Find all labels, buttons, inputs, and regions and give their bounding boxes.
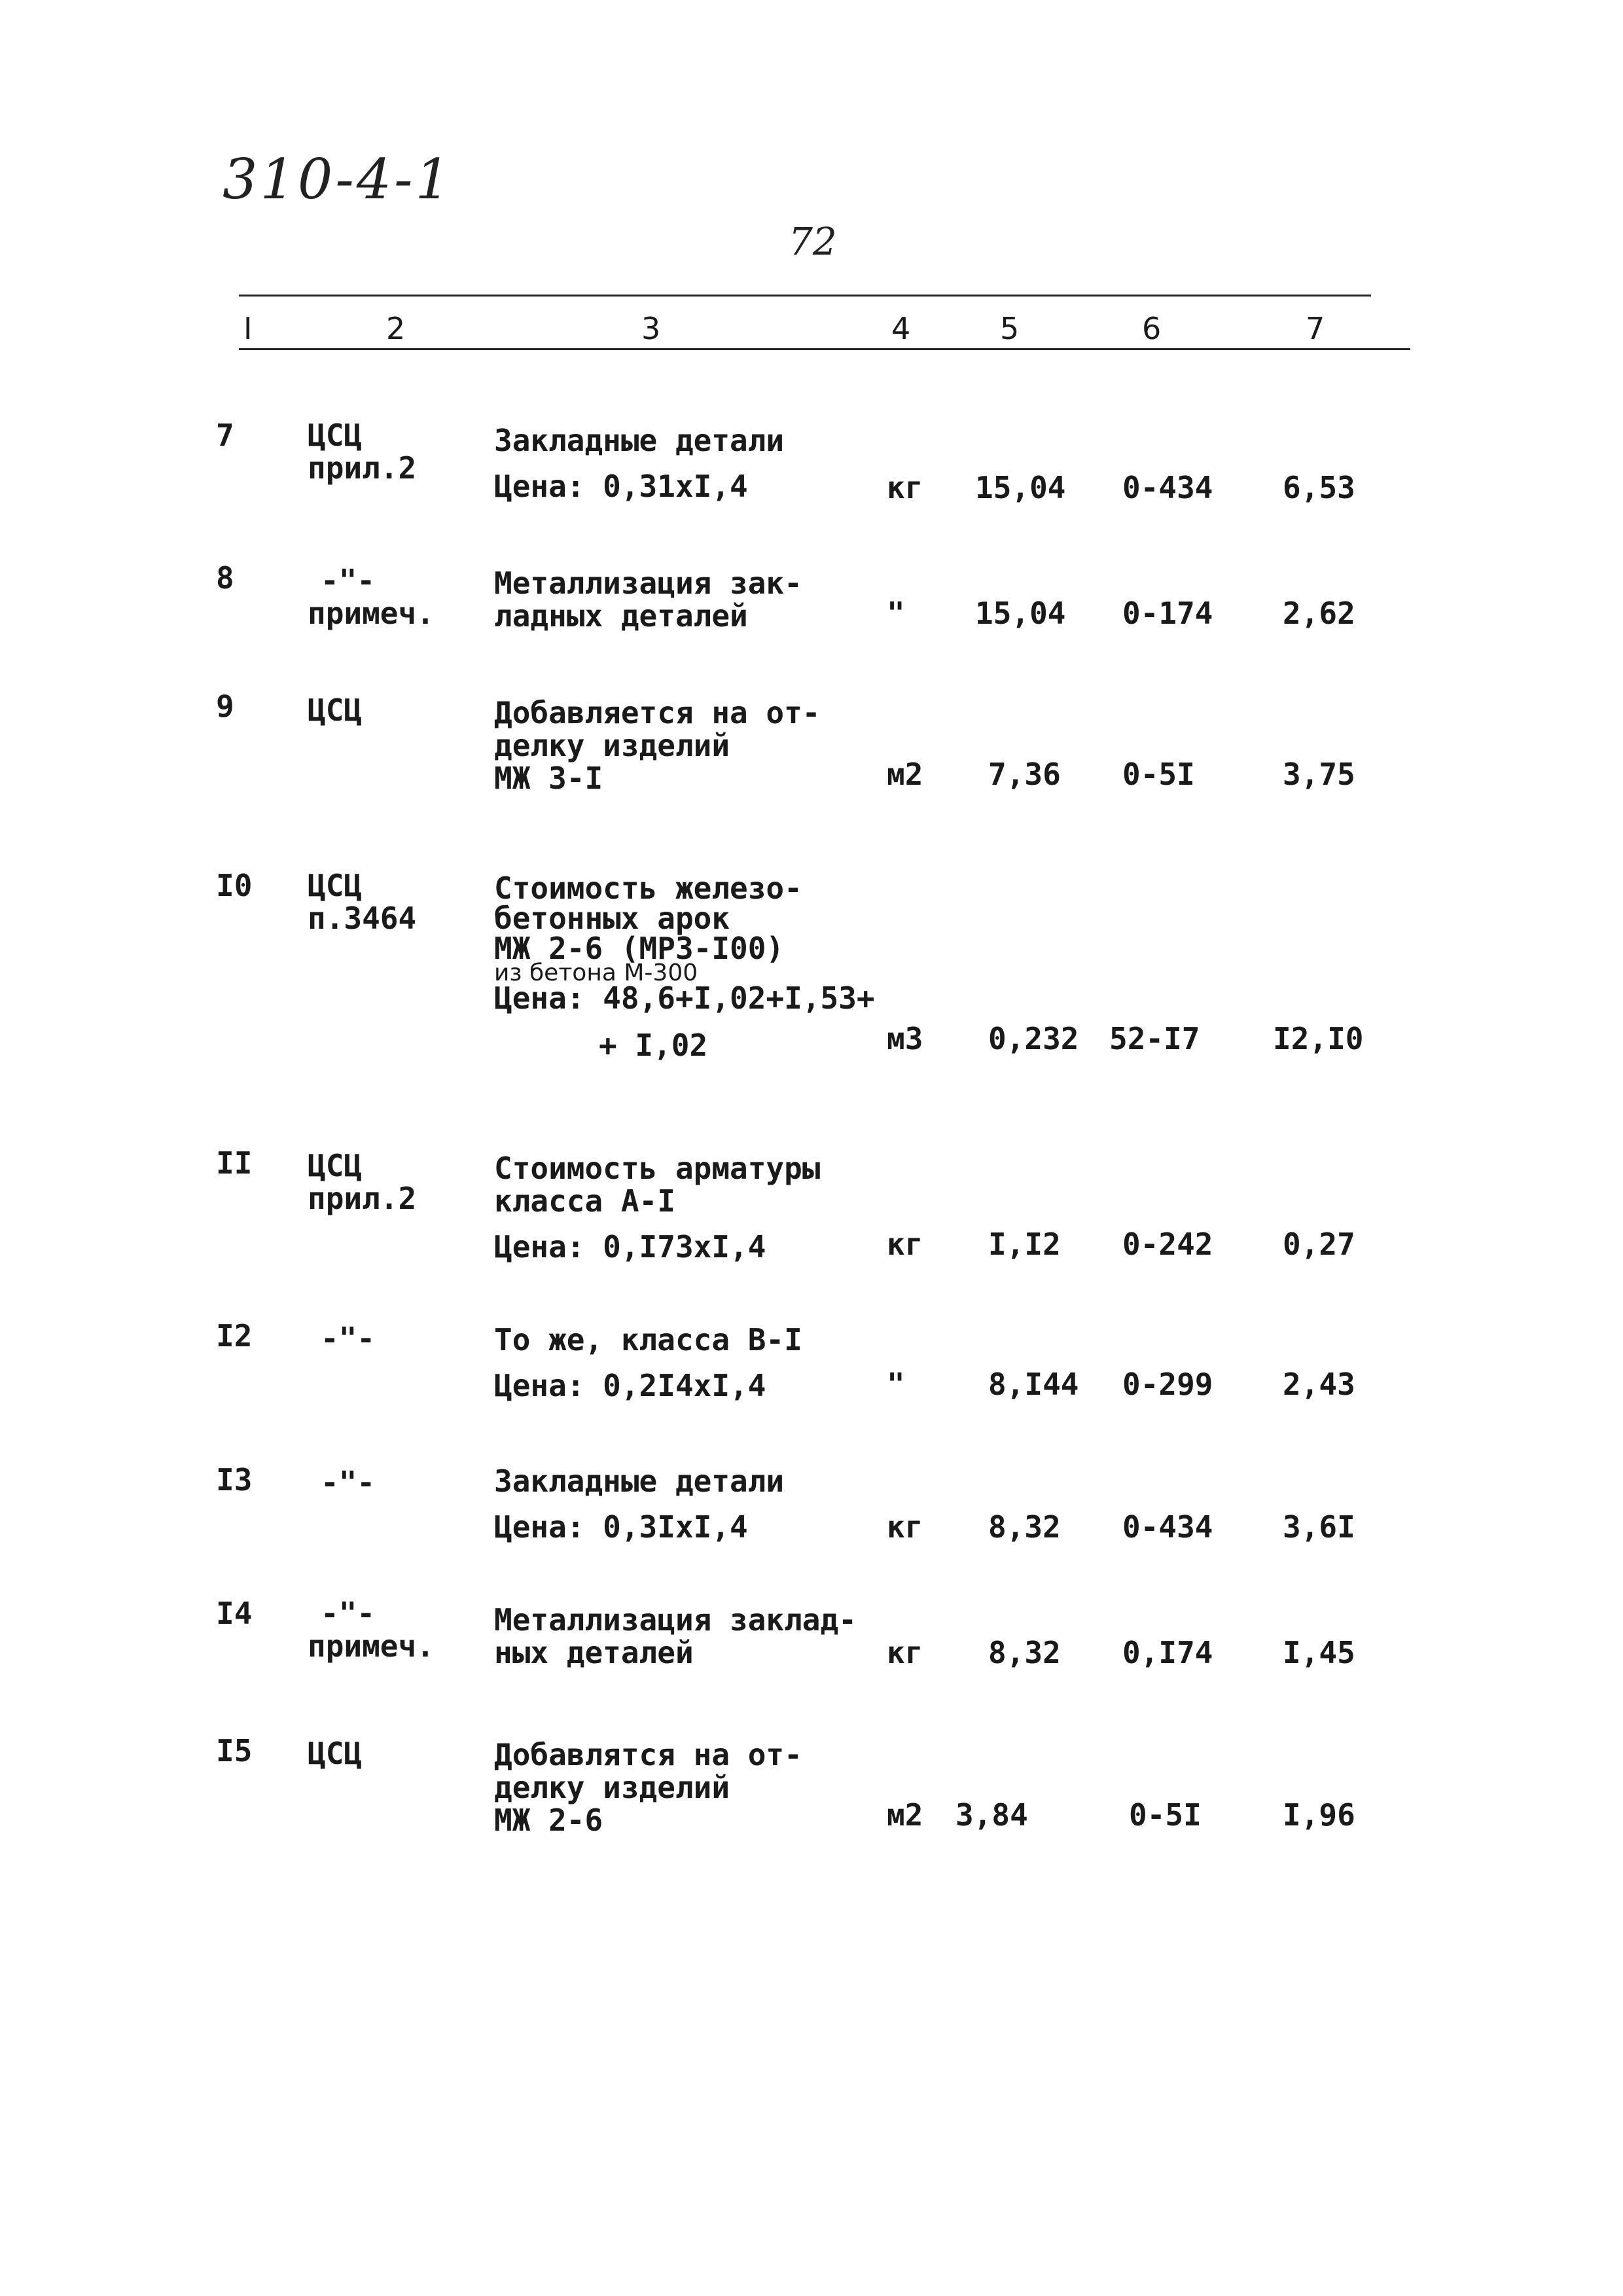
- row-description: Добавляется на от- делку изделий МЖ 3-I: [494, 695, 821, 796]
- row-unit: м3: [887, 1021, 923, 1056]
- row-unit: м2: [887, 757, 923, 792]
- row-number: II: [216, 1145, 253, 1181]
- document-code: 310-4-1: [223, 147, 453, 211]
- column-header-1: I: [243, 311, 253, 346]
- row-reference: -"-: [321, 1321, 376, 1356]
- row-number: I5: [216, 1733, 253, 1768]
- row-reference: -"-: [321, 1465, 376, 1500]
- row-unit-price: 0,I74: [1122, 1635, 1213, 1670]
- row-description: Стоимость арматуры класса А-I Цена: 0,I73хI,4: [494, 1151, 821, 1265]
- row-quantity: 7,36: [988, 757, 1061, 792]
- page-number: 72: [789, 219, 837, 264]
- row-reference: ЦСЦ: [308, 1736, 363, 1771]
- row-quantity: 15,04: [975, 470, 1066, 505]
- row-quantity: I,I2: [988, 1227, 1061, 1262]
- column-header-2: 2: [386, 311, 406, 346]
- row-description: Закладные детали Цена: 0,31хI,4: [494, 423, 785, 504]
- row-number: 9: [216, 689, 234, 724]
- row-number: I0: [216, 868, 253, 903]
- row-reference: ЦСЦ: [308, 692, 363, 728]
- row-cost: 2,62: [1283, 596, 1355, 631]
- row-unit-price: 52-I7: [1109, 1021, 1200, 1056]
- row-unit: м2: [887, 1797, 923, 1833]
- row-number: 7: [216, 418, 234, 453]
- row-quantity: 0,232: [988, 1021, 1079, 1056]
- row-unit: ": [887, 1367, 905, 1402]
- row-unit: кг: [887, 1635, 923, 1670]
- row-reference: -"- примеч.: [308, 563, 435, 631]
- table-header-rule: [239, 348, 1410, 350]
- row-unit-price: 0-5I: [1122, 757, 1195, 792]
- column-header-7: 7: [1306, 311, 1325, 346]
- row-quantity: 8,32: [988, 1635, 1061, 1670]
- row-unit-price: 0-299: [1122, 1367, 1213, 1402]
- row-unit: кг: [887, 1227, 923, 1262]
- row-cost: 3,75: [1283, 757, 1355, 792]
- row-unit: ": [887, 596, 905, 631]
- row-description: Металлизация заклад- ных деталей: [494, 1602, 857, 1670]
- row-number: I2: [216, 1318, 253, 1354]
- column-header-4: 4: [891, 311, 911, 346]
- row-reference: ЦСЦ п.3464: [308, 868, 417, 936]
- row-description: Стоимость железо- бетонных арок МЖ 2-6 (МРЗ-I00) из бетона М-300 Цена: 48,6+I,02+I,53+ + I,02: [494, 870, 875, 1063]
- row-description: Добавлятся на от- делку изделий МЖ 2-6: [494, 1737, 802, 1838]
- row-cost: I,45: [1283, 1635, 1355, 1670]
- row-unit-price: 0-434: [1122, 1509, 1213, 1545]
- row-description: То же, класса В-I Цена: 0,2I4хI,4: [494, 1322, 802, 1403]
- column-header-6: 6: [1142, 311, 1162, 346]
- row-unit: кг: [887, 470, 923, 505]
- row-number: 8: [216, 560, 234, 596]
- row-quantity: 8,32: [988, 1509, 1061, 1545]
- row-cost: I,96: [1283, 1797, 1355, 1833]
- row-cost: 6,53: [1283, 470, 1355, 505]
- row-unit: кг: [887, 1509, 923, 1545]
- row-unit-price: 0-174: [1122, 596, 1213, 631]
- column-header-5: 5: [1000, 311, 1020, 346]
- row-number: I4: [216, 1596, 253, 1631]
- row-unit-price: 0-5I: [1129, 1797, 1202, 1833]
- row-quantity: 8,I44: [988, 1367, 1079, 1402]
- row-cost: 3,6I: [1283, 1509, 1355, 1545]
- row-unit-price: 0-434: [1122, 470, 1213, 505]
- row-quantity: 3,84: [955, 1797, 1028, 1833]
- row-reference: ЦСЦ прил.2: [308, 1148, 417, 1216]
- row-number: I3: [216, 1462, 253, 1498]
- row-cost: 0,27: [1283, 1227, 1355, 1262]
- row-description: Закладные детали Цена: 0,3IхI,4: [494, 1463, 785, 1545]
- table-top-rule: [239, 295, 1371, 296]
- row-cost: I2,I0: [1273, 1021, 1364, 1056]
- row-reference: -"- примеч.: [308, 1596, 435, 1664]
- row-description: Металлизация зак- ладных деталей: [494, 565, 802, 634]
- row-unit-price: 0-242: [1122, 1227, 1213, 1262]
- row-reference: ЦСЦ прил.2: [308, 418, 417, 486]
- row-quantity: 15,04: [975, 596, 1066, 631]
- row-cost: 2,43: [1283, 1367, 1355, 1402]
- column-header-3: 3: [641, 311, 661, 346]
